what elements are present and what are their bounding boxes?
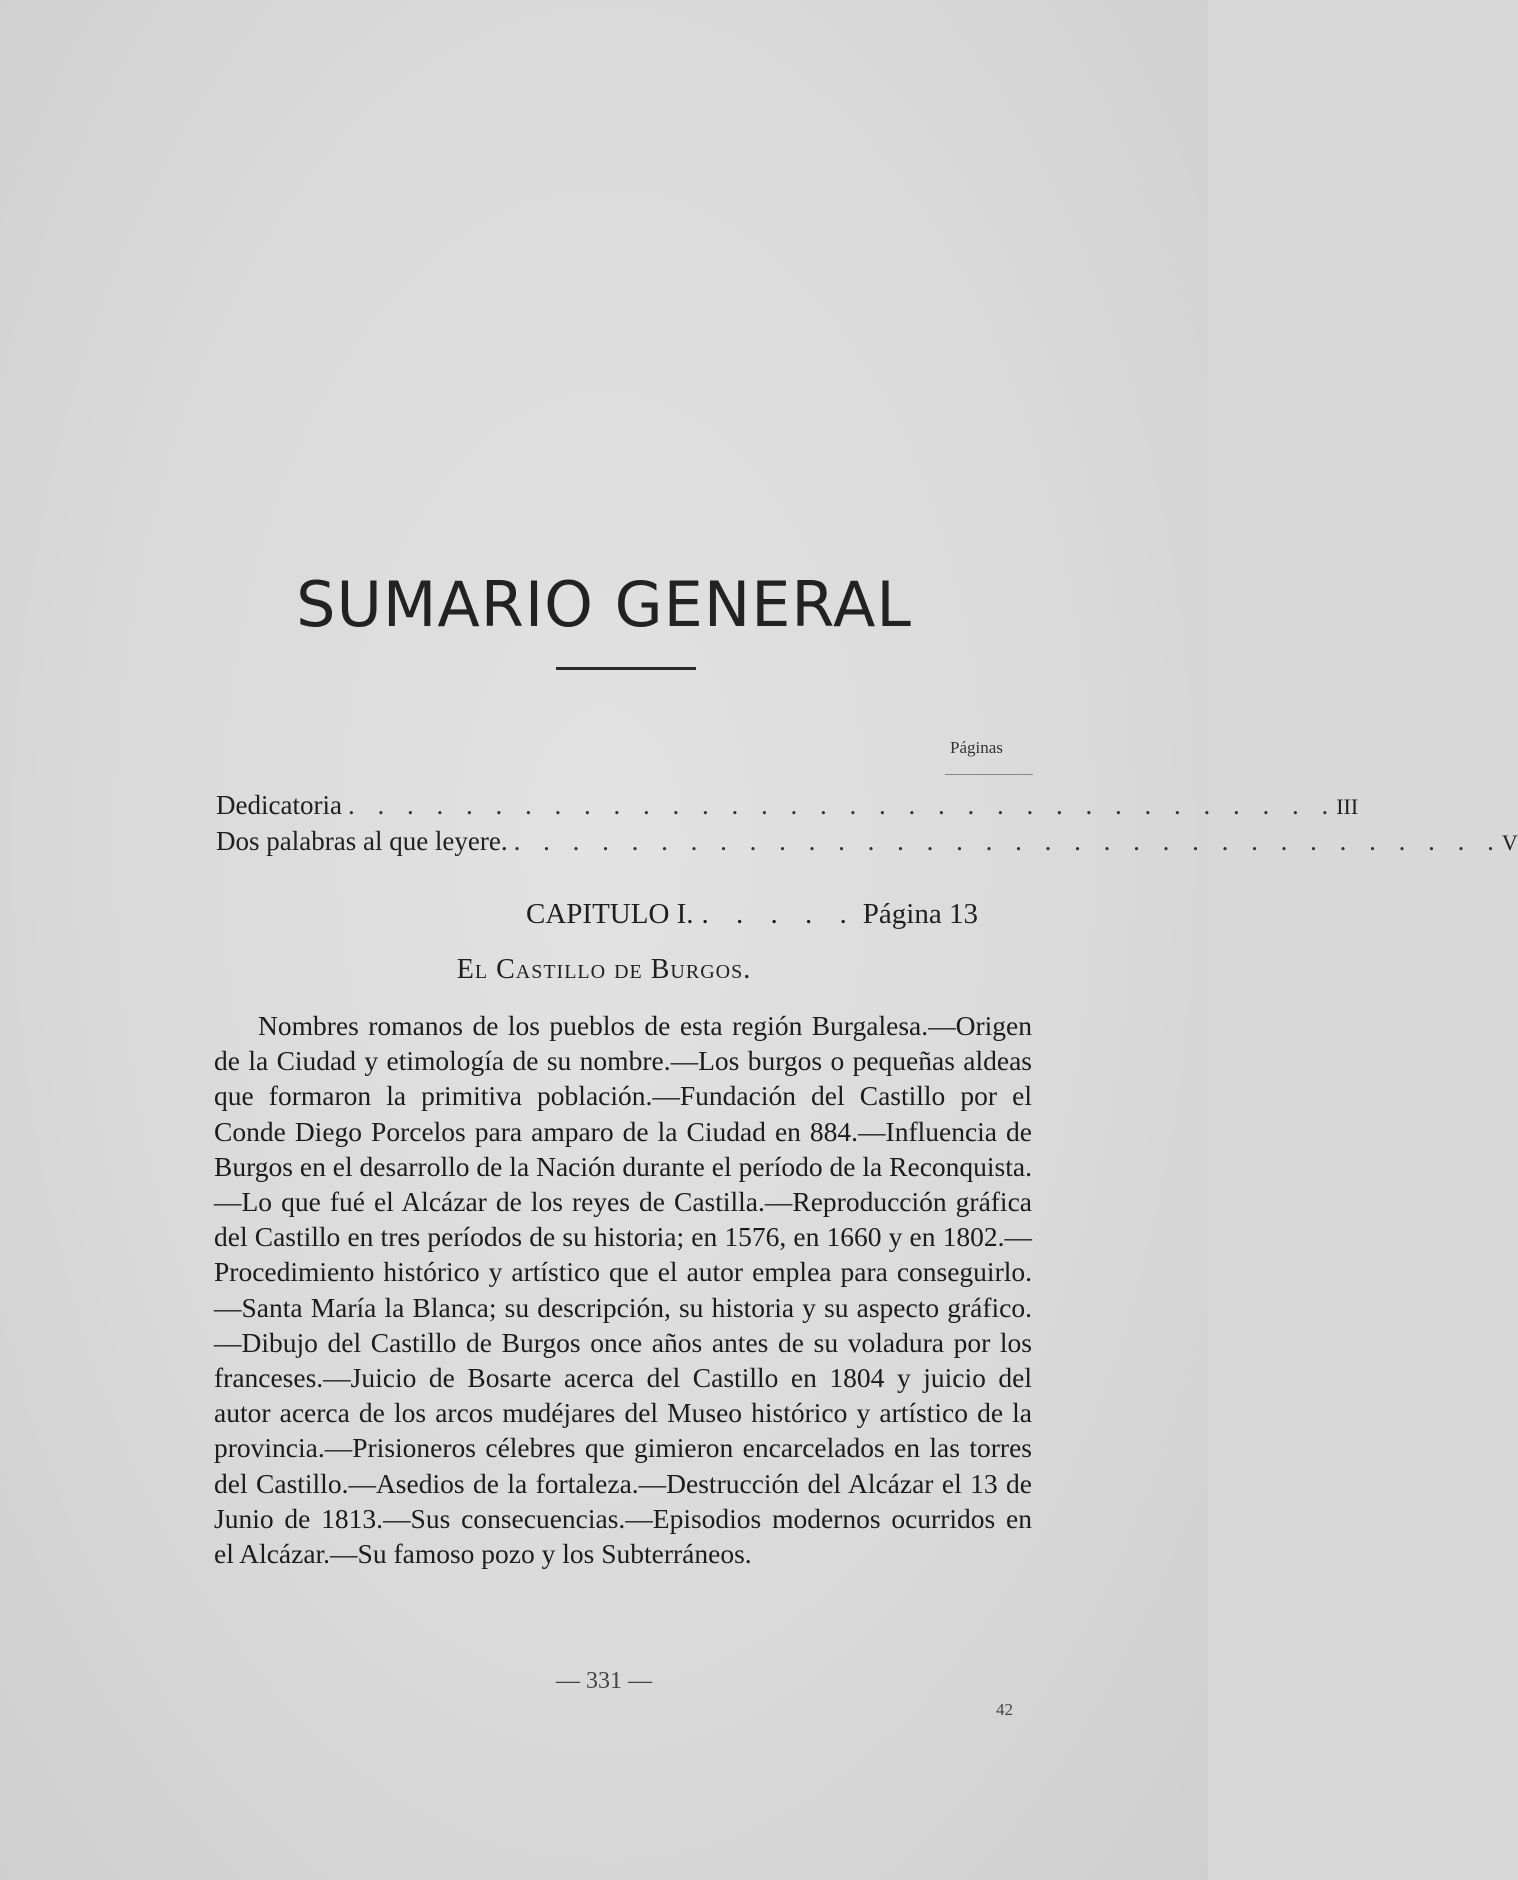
toc-entry-leader: . . . . . . . . . . . . . . . . . . . . . . . . . . . . . . . . . . — [347, 790, 1337, 820]
chapter-summary: Nombres romanos de los pueblos de esta región Burgalesa.—Origen de la Ciudad y etimología de su nombre.—Los burgos o pequeñas aldeas que formaron la primitiva población.—Fundación del Castillo por el Conde Diego Porcelos para amparo de la Ciudad en 884.—Influencia de Burgos en el desarrollo de la Nación durante el período de la Reconquista.—Lo que fué el Alcázar de los reyes de Castilla.—Reproducción gráfica del Castillo en tres períodos de su historia; en 1576, en 1660 y en 1802.—Procedimiento histórico y artístico que el autor emplea para conseguirlo.—Santa María la Blanca; su descripción, su historia y su aspecto gráfico.—Dibujo del Castillo de Burgos once años antes de su voladura por los franceses.—Juicio de Bosarte acerca del Castillo en 1804 y juicio del autor acerca de los arcos mudéjares del Museo histórico y artístico de la provincia.—Prisioneros célebres que gimieron encarcelados en las torres del Castillo.—Asedios de la fortaleza.—Destrucción del Alcázar el 13 de Junio de 1813.—Sus consecuencias.—Episodios modernos ocurridos en el Alcázar.—Su famoso pozo y los Subterráneos. — [214, 1010, 1032, 1570]
chapter-label: CAPITULO I. — [526, 898, 694, 930]
page-number: — 331 — — [556, 1668, 652, 1694]
toc-entry-dos-palabras — [216, 826, 1518, 860]
chapter-leader: . . . . . — [701, 898, 857, 930]
title-underline — [556, 667, 696, 670]
toc-entry-dedicatoria — [216, 790, 1359, 824]
chapter-page: Página 13 — [862, 898, 978, 930]
chapter-heading — [526, 898, 1036, 931]
toc-entry-label: Dos palabras al que leyere. — [216, 826, 508, 856]
toc-entry-page: III — [1336, 794, 1359, 819]
toc-entry-leader: . . . . . . . . . . . . . . . . . . . . . . . . . . . . . . . . . . — [513, 826, 1502, 856]
pages-column-header: Páginas — [950, 738, 1003, 757]
chapter-subtitle: El Castillo de Burgos. — [456, 954, 752, 985]
toc-entry-label: Dedicatoria — [216, 790, 342, 820]
pages-column-rule — [945, 774, 1033, 775]
toc-entry-page: V — [1501, 830, 1518, 855]
page-title: SUMARIO GENERAL — [296, 568, 912, 641]
signature-mark: 42 — [996, 1700, 1013, 1719]
